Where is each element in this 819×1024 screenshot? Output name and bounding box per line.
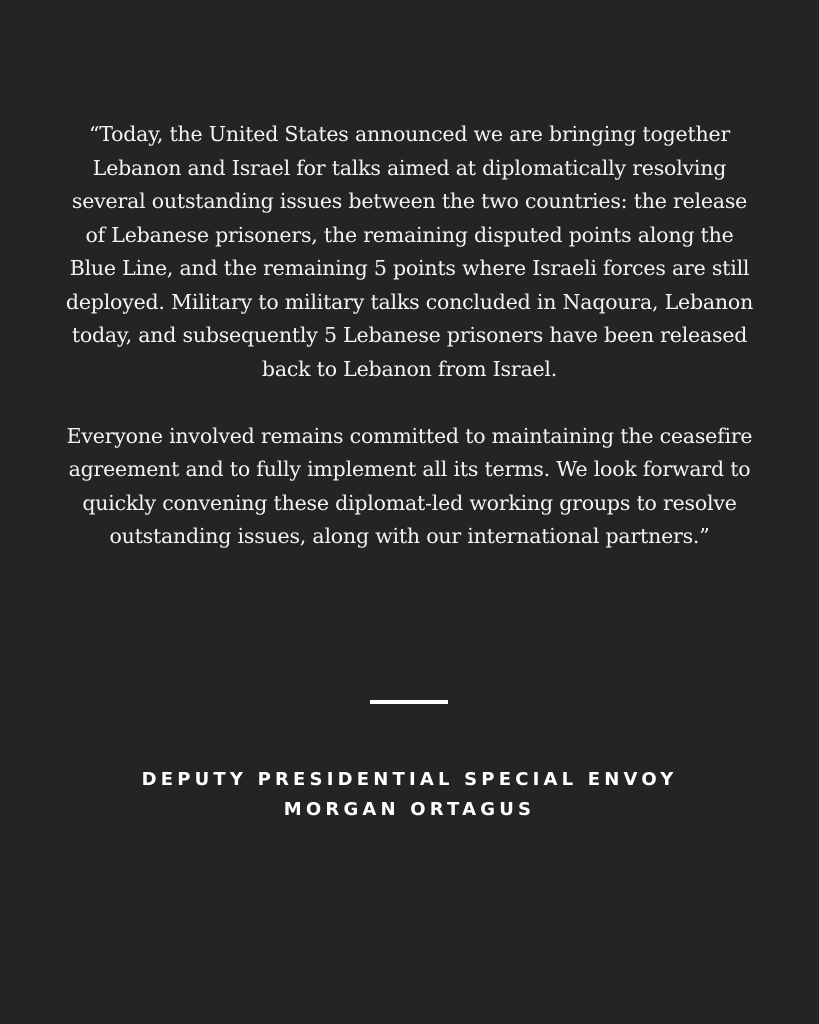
divider-line [370, 700, 448, 704]
attribution-title: DEPUTY PRESIDENTIAL SPECIAL ENVOY [141, 769, 678, 790]
quote-paragraph-2: Everyone involved remains committed to maintaining the ceasefire agreement and to fully implement all its terms. We look forward to quickly convening these diplomat-led working groups to resolve outstanding issues, along with our international partners.” [66, 423, 753, 548]
attribution [60, 765, 759, 825]
attribution-name: MORGAN ORTAGUS [283, 799, 536, 820]
quote-paragraph-1: “Today, the United States announced we are bringing together Lebanon and Israel for talks aimed at diplomatically resolving several outstanding issues between the two countries: the release of Lebanese prisoners, the remaining disputed points along the Blue Line, and the remaining 5 points where Israeli forces are still deployed. Military to military talks concluded in Naqoura, Lebanon today, and subsequently 5 Lebanese prisoners have been released back to Lebanon from Israel. [65, 122, 754, 381]
quote-block [36, 118, 783, 554]
